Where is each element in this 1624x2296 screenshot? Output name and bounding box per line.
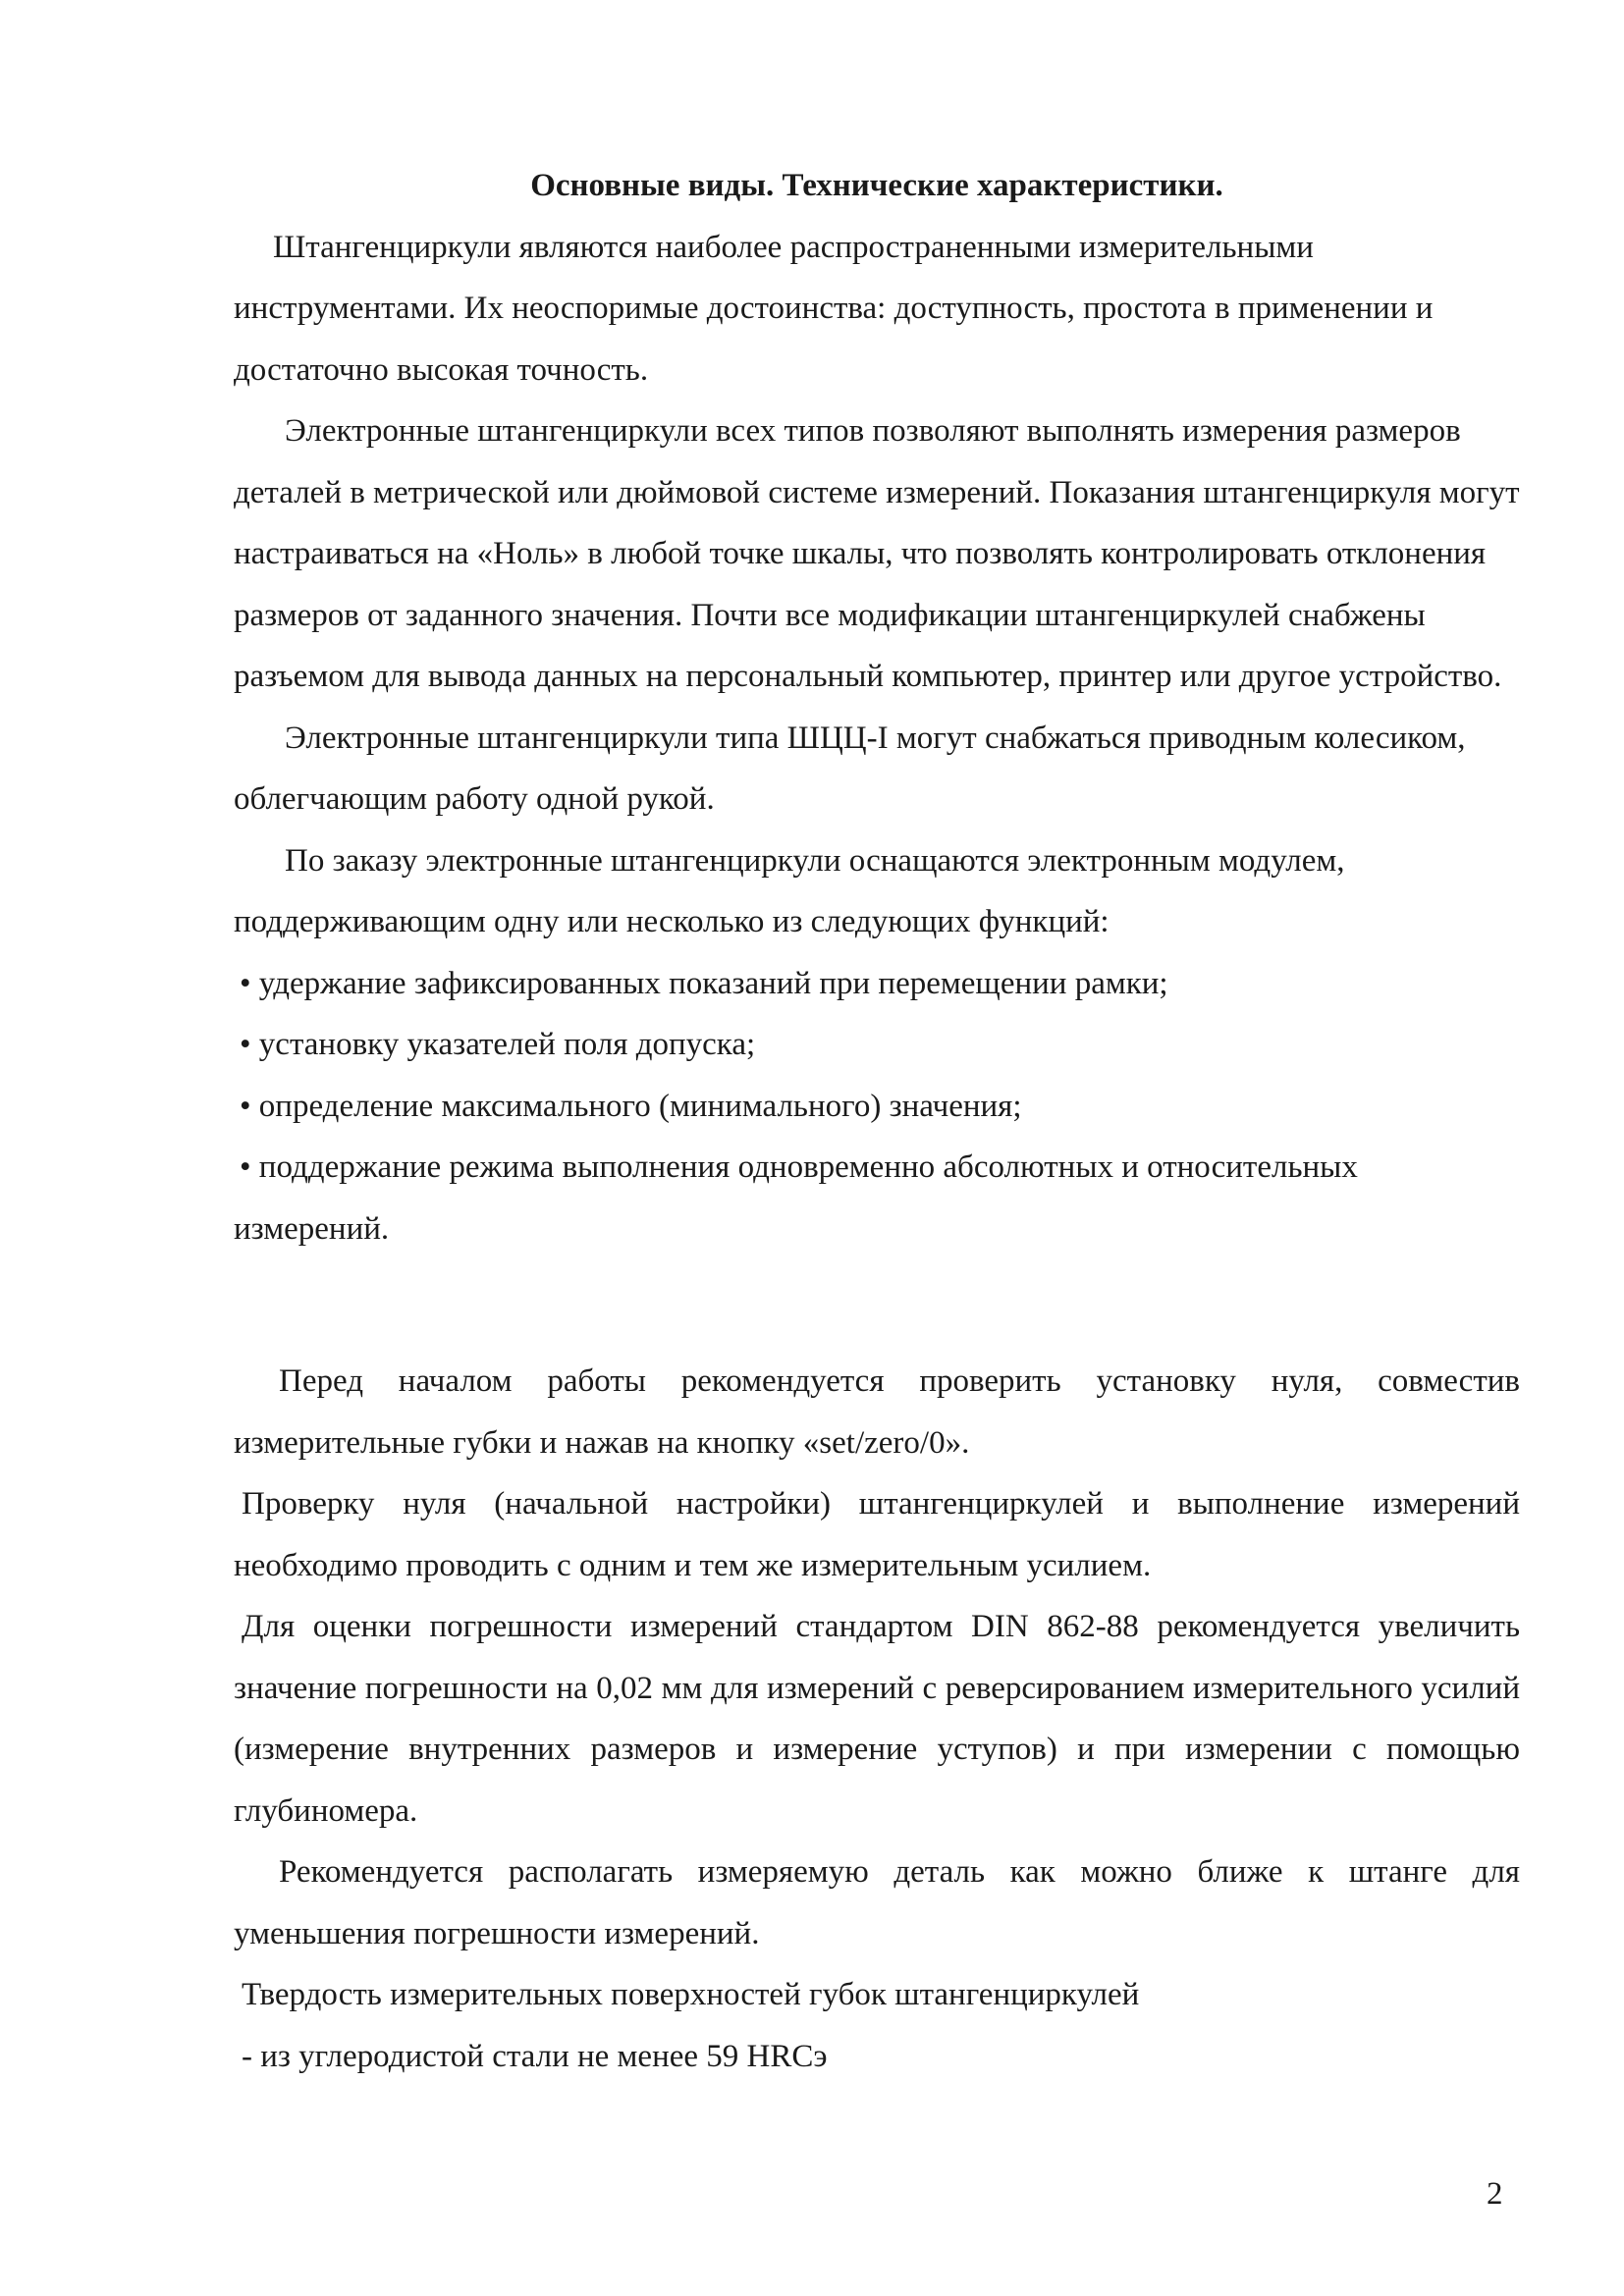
paragraph-shcc-wheel: Электронные штангенциркули типа ШЦЦ-I могут снабжаться приводным колесиком, облегчающим работу одной рукой. (234, 720, 1466, 817)
list-item: • установку указателей поля допуска; (240, 1027, 756, 1062)
paragraph-intro: Штангенциркули являются наиболее распространенными измерительными инструментами. Их неоспоримые достоинства: доступность, простота в применении и достаточно высокая точность. (234, 229, 1434, 388)
section-gap (234, 1259, 1520, 1351)
paragraph-zero-force: Проверку нуля (начальной настройки) штангенциркулей и выполнение измерений необходимо проводить с одним и тем же измерительным усилием. (234, 1486, 1520, 1583)
paragraph-zero-check: Перед началом работы рекомендуется проверить установку нуля, совместив измерительные губки и нажав на кнопку «set/zero/0». (234, 1363, 1520, 1461)
paragraph-carbon-steel: - из углеродистой стали не менее 59 HRCэ (242, 2038, 828, 2074)
list-item: • поддержание режима выполнения одновременно абсолютных и относительных измерений. (234, 1149, 1358, 1247)
paragraph-electronic-types: Электронные штангенциркули всех типов позволяют выполнять измерения размеров деталей в метрической или дюймовой системе измерений. Показания штангенциркуля могут настраиваться на «Ноль» в любой точке шкалы, что позволять контролировать отклонения размеров от заданного значения. Почти все модификации штангенциркулей снабжены разъемом для вывода данных на персональный компьютер, принтер или другое устройство. (234, 413, 1520, 694)
page-body (234, 155, 1520, 2087)
paragraph-part-placement: Рекомендуется располагать измеряемую деталь как можно ближе к штанге для уменьшения погрешности измерений. (234, 1854, 1520, 1951)
function-list (234, 953, 1520, 1260)
page-title: Основные виды. Технические характеристики. (530, 168, 1223, 203)
list-item: • определение максимального (минимального) значения; (240, 1088, 1022, 1124)
paragraph-module-functions: По заказу электронные штангенциркули оснащаются электронным модулем, поддерживающим одну или несколько из следующих функций: (234, 842, 1345, 939)
paragraph-din-error: Для оценки погрешности измерений стандартом DIN 862-88 рекомендуется увеличить значение погрешности на 0,02 мм для измерений с реверсированием измерительного усилий (измерение внутренних размеров и измерение уступов) и при измерении с помощью глубиномера. (234, 1609, 1520, 1829)
paragraph-hardness: Твердость измерительных поверхностей губок штангенциркулей (242, 1977, 1140, 2012)
list-item: • удержание зафиксированных показаний при перемещении рамки; (240, 965, 1168, 1001)
page-number: 2 (1487, 2176, 1503, 2212)
